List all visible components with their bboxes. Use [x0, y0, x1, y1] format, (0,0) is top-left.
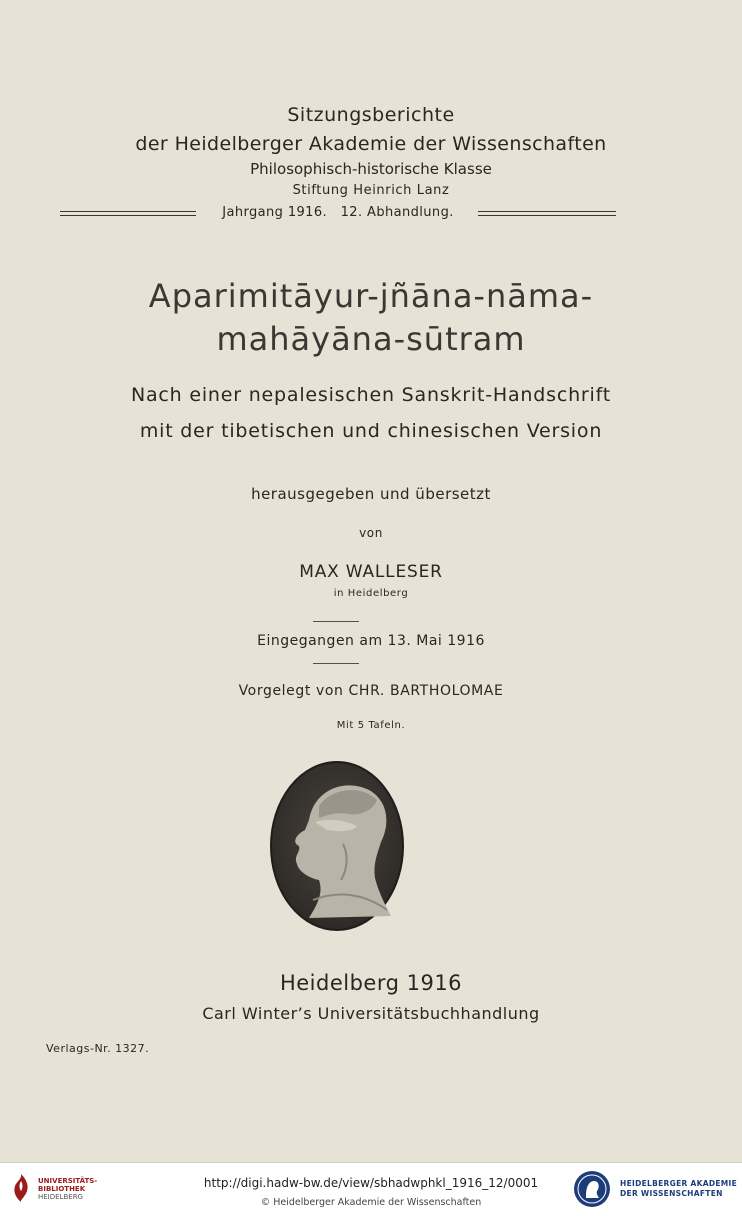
- academy-logo-line: HEIDELBERGER AKADEMIE: [620, 1179, 738, 1188]
- permalink-url[interactable]: http://digi.hadw-bw.de/view/sbhadwphkl_1916_12/0001: [203, 1176, 539, 1190]
- separator-rule: [313, 663, 359, 664]
- subtitle-line-2: mit der tibetischen und chinesischen Version: [139, 420, 603, 442]
- foundation-name: Stiftung Heinrich Lanz: [292, 183, 450, 198]
- imprint-publisher: Carl Winter’s Universitätsbuchhandlung: [202, 1004, 540, 1023]
- library-name-line: BIBLIOTHEK: [38, 1185, 86, 1193]
- presented-by: Vorgelegt von CHR. BARTHOLOMAE: [238, 683, 504, 699]
- volume-row: [60, 205, 616, 225]
- editor-role: herausgegeben und übersetzt: [251, 485, 491, 503]
- library-name-line: UNIVERSITÄTS-: [38, 1177, 98, 1185]
- imprint-city-year: Heidelberg 1916: [279, 971, 463, 995]
- editor-name: MAX WALLESER: [299, 562, 443, 582]
- class-name: Philosophisch-historische Klasse: [250, 160, 492, 178]
- right-double-rule: [478, 211, 616, 216]
- volume-info: Jahrgang 1916. 12. Abhandlung.: [222, 205, 454, 220]
- copyright-notice: © Heidelberger Akademie der Wissenschaften: [260, 1197, 482, 1208]
- publisher-number: Verlags-Nr. 1327.: [46, 1042, 150, 1055]
- main-title-line-1: Aparimitāyur-jñāna-nāma-: [148, 277, 594, 315]
- main-title-line-2: mahāyāna-sūtram: [216, 320, 526, 358]
- academy-logo-line: DER WISSENSCHAFTEN: [620, 1189, 723, 1198]
- received-date: Eingegangen am 13. Mai 1916: [257, 633, 485, 649]
- editor-place: in Heidelberg: [333, 588, 409, 599]
- academy-name: der Heidelberger Akademie der Wissenschaften: [135, 133, 607, 155]
- subtitle-line-1: Nach einer nepalesischen Sanskrit-Handschrift: [130, 384, 612, 406]
- athena-cameo-emblem: [269, 760, 405, 932]
- series-title: Sitzungsberichte: [287, 104, 455, 126]
- academy-seal-icon[interactable]: [572, 1169, 612, 1209]
- library-name-line: HEIDELBERG: [38, 1193, 83, 1201]
- editor-by: von: [359, 526, 383, 540]
- separator-rule: [313, 621, 359, 622]
- plates-note: Mit 5 Tafeln.: [336, 720, 406, 731]
- viewer-footer: [0, 1162, 742, 1216]
- academy-name-logo[interactable]: [620, 1179, 737, 1199]
